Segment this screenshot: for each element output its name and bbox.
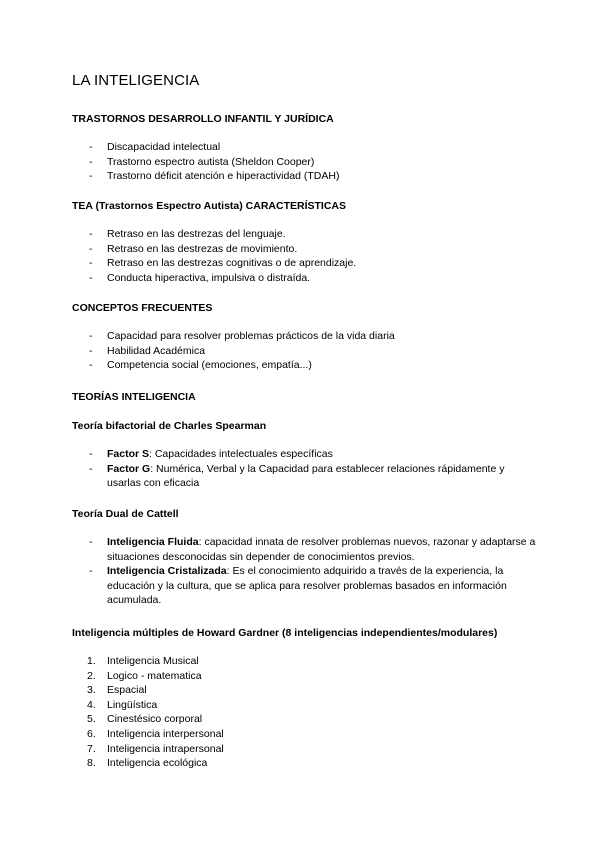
- dash-bullet: -: [89, 228, 93, 240]
- section-teorias: [72, 390, 540, 404]
- list-item: [72, 358, 540, 373]
- list-item: [72, 344, 540, 359]
- section-spearman: [72, 419, 540, 491]
- dash-bullet: -: [89, 242, 93, 255]
- dash-bullet: -: [89, 271, 93, 284]
- section-gardner: [72, 626, 540, 771]
- list-item: [72, 271, 540, 286]
- page-title: LA INTELIGENCIA: [72, 72, 200, 89]
- list-item-text: : capacidad innata de resolver problemas nuevos, razonar y adaptarse a situaciones desconocidas sin depender de conocimientos previos.: [107, 536, 536, 563]
- dash-bullet: -: [89, 536, 93, 548]
- list-trastornos: [72, 140, 540, 184]
- list-item-text: : Capacidades intelectuales específicas: [149, 448, 333, 460]
- list-item: [72, 462, 540, 491]
- list-item: [72, 329, 540, 344]
- list-item: [72, 140, 540, 155]
- list-item: [72, 669, 540, 684]
- list-item-text: Discapacidad intelectual: [107, 141, 221, 153]
- list-item: [72, 727, 540, 742]
- list-item: [72, 155, 540, 170]
- section-heading-cattell: Teoría Dual de Cattell: [72, 508, 179, 520]
- section-heading-gardner: Inteligencia múltiples de Howard Gardner (8 inteligencias independientes/modulares): [72, 627, 498, 639]
- list-gardner: [72, 654, 540, 771]
- list-item: [72, 242, 540, 257]
- list-item: [72, 447, 540, 462]
- dash-bullet: -: [89, 170, 93, 183]
- list-cattell: [72, 535, 540, 608]
- list-item-text: Retraso en las destrezas cognitivas o de aprendizaje.: [107, 257, 357, 270]
- list-item-text: Inteligencia ecológica: [107, 757, 208, 770]
- list-item: [72, 654, 540, 669]
- list-number: 5.: [87, 713, 96, 726]
- dash-bullet: -: [89, 565, 93, 578]
- list-number: 7.: [87, 742, 96, 755]
- list-spearman: [72, 447, 540, 491]
- list-item-text: : Es el conocimiento adquirido a través de la experiencia, la educación y la cultura, que se aplica para resolver problemas basados en información acumulada.: [107, 565, 507, 607]
- dash-bullet: -: [89, 155, 93, 168]
- list-item: [72, 169, 540, 184]
- dash-bullet: -: [89, 330, 93, 342]
- dash-bullet: -: [89, 448, 93, 460]
- list-item-term: Factor G: [107, 462, 151, 475]
- list-item-text: : Numérica, Verbal y la Capacidad para establecer relaciones rápidamente y usarlas con eficacia: [107, 462, 505, 490]
- section-heading-trastornos: TRASTORNOS DESARROLLO INFANTIL Y JURÍDICA: [72, 113, 334, 125]
- list-item: [72, 227, 540, 242]
- section-heading-teorias: TEORÍAS INTELIGENCIA: [72, 391, 196, 403]
- list-item-text: Retraso en las destrezas de movimiento.: [107, 242, 298, 255]
- list-number: 6.: [87, 727, 96, 740]
- list-number: 2.: [87, 669, 96, 682]
- dash-bullet: -: [89, 344, 93, 357]
- list-item-text: Trastorno espectro autista (Sheldon Cooper): [107, 155, 315, 168]
- list-item: [72, 535, 540, 564]
- list-item-text: Inteligencia Musical: [107, 655, 199, 667]
- list-item-text: Espacial: [107, 684, 147, 697]
- section-conceptos: [72, 301, 540, 373]
- list-item-text: Capacidad para resolver problemas prácticos de la vida diaria: [107, 330, 395, 342]
- section-trastornos: [72, 112, 540, 184]
- list-item: [72, 698, 540, 713]
- list-item: [72, 742, 540, 757]
- list-number: 3.: [87, 684, 96, 697]
- dash-bullet: -: [89, 359, 93, 372]
- list-item-text: Competencia social (emociones, empatía...): [107, 359, 312, 372]
- list-item-term: Inteligencia Cristalizada: [107, 565, 227, 578]
- section-heading-spearman: Teoría bifactorial de Charles Spearman: [72, 420, 267, 432]
- list-item: [72, 756, 540, 771]
- list-item: [72, 712, 540, 727]
- list-item-text: Cinestésico corporal: [107, 713, 203, 726]
- list-item: [72, 256, 540, 271]
- list-item-text: Retraso en las destrezas del lenguaje.: [107, 228, 286, 240]
- list-tea: [72, 227, 540, 285]
- list-item-text: Lingüística: [107, 698, 158, 711]
- list-number: 1.: [87, 655, 96, 667]
- list-item-text: Trastorno déficit atención e hiperactividad (TDAH): [107, 170, 340, 183]
- list-item-text: Logico - matematica: [107, 669, 202, 682]
- section-cattell: [72, 507, 540, 608]
- list-item: [72, 564, 540, 608]
- section-heading-conceptos: CONCEPTOS FRECUENTES: [72, 302, 213, 314]
- list-item-term: Inteligencia Fluida: [107, 536, 199, 548]
- list-item-term: Factor S: [107, 448, 150, 460]
- list-number: 4.: [87, 698, 96, 711]
- list-item-text: Habilidad Académica: [107, 344, 206, 357]
- dash-bullet: -: [89, 462, 93, 475]
- list-item-text: Conducta hiperactiva, impulsiva o distraída.: [107, 271, 311, 284]
- list-item: [72, 683, 540, 698]
- list-item-text: Inteligencia intrapersonal: [107, 742, 224, 755]
- list-conceptos: [72, 329, 540, 373]
- section-tea: [72, 199, 540, 285]
- list-number: 8.: [87, 757, 96, 770]
- section-heading-tea: TEA (Trastornos Espectro Autista) CARACTERÍSTICAS: [72, 200, 346, 212]
- dash-bullet: -: [89, 257, 93, 270]
- list-item-text: Inteligencia interpersonal: [107, 727, 224, 740]
- dash-bullet: -: [89, 141, 93, 153]
